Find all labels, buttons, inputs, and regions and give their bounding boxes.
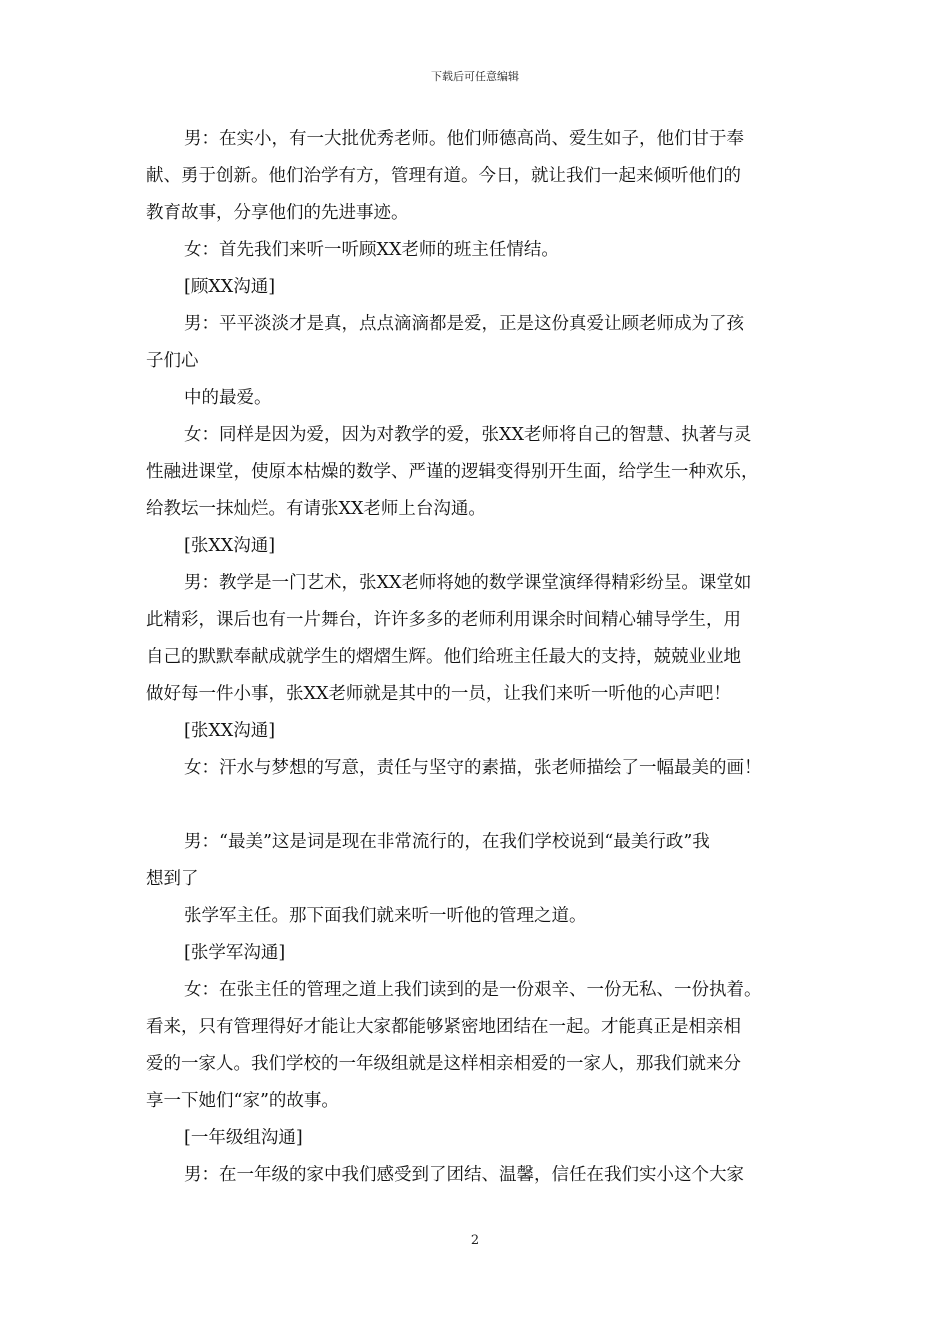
paragraph-line: 享一下她们“家”的故事。 xyxy=(146,1091,339,1111)
paragraph-line: 给教坛一抹灿烂。有请张XX老师上台沟通。 xyxy=(146,499,486,519)
paragraph-line: 中的最爱。 xyxy=(184,388,272,408)
paragraph-line: 做好每一件小事，张XX老师就是其中的一员，让我们来听一听他的心声吧！ xyxy=(146,684,731,704)
paragraph-line: 男：教学是一门艺术，张XX老师将她的数学课堂演绎得精彩纷呈。课堂如 xyxy=(184,573,752,593)
paragraph-line: 男：在实小，有一大批优秀老师。他们师德高尚、爱生如子，他们甘于奉 xyxy=(184,129,744,149)
paragraph-line: 男：在一年级的家中我们感受到了团结、温馨，信任在我们实小这个大家 xyxy=(184,1165,744,1185)
paragraph-line: 女：首先我们来听一听顾XX老师的班主任情结。 xyxy=(184,240,559,260)
paragraph-line: 自己的默默奉献成就学生的熠熠生辉。他们给班主任最大的支持，兢兢业业地 xyxy=(146,647,741,667)
paragraph-line: 女：同样是因为爱，因为对教学的爱，张XX老师将自己的智慧、执著与灵 xyxy=(184,425,752,445)
blank-line xyxy=(146,787,806,824)
paragraph-line: 男：平平淡淡才是真，点点滴滴都是爱，正是这份真爱让顾老师成为了孩 xyxy=(184,314,744,334)
paragraph-line: 想到了 xyxy=(146,869,199,889)
page-header: 下载后可任意编辑 xyxy=(431,70,519,83)
paragraph-line: 女：在张主任的管理之道上我们读到的是一份艰辛、一份无私、一份执着。 xyxy=(184,980,762,1000)
page-number: 2 xyxy=(470,1233,480,1248)
stage-direction: [顾XX沟通] xyxy=(184,277,276,297)
paragraph-line: 子们心 xyxy=(146,351,199,371)
stage-direction: [张XX沟通] xyxy=(184,536,276,556)
paragraph-line: 看来，只有管理得好才能让大家都能够紧密地团结在一起。才能真正是相亲相 xyxy=(146,1017,741,1037)
paragraph-line: 献、勇于创新。他们治学有方，管理有道。今日，就让我们一起来倾听他们的 xyxy=(146,166,741,186)
paragraph-line: 张学军主任。那下面我们就来听一听他的管理之道。 xyxy=(184,906,587,926)
paragraph-line: 教育故事，分享他们的先进事迹。 xyxy=(146,203,409,223)
paragraph-line: 女：汗水与梦想的写意，责任与坚守的素描，张老师描绘了一幅最美的画！ xyxy=(184,758,762,778)
paragraph-line: 性融进课堂，使原本枯燥的数学、严谨的逻辑变得别开生面，给学生一种欢乐， xyxy=(146,462,759,482)
document-body xyxy=(146,121,806,1194)
paragraph-line: 此精彩，课后也有一片舞台，许许多多的老师利用课余时间精心辅导学生，用 xyxy=(146,610,741,630)
stage-direction: [一年级组沟通] xyxy=(184,1128,303,1148)
stage-direction: [张学军沟通] xyxy=(184,943,286,963)
paragraph-line: 爱的一家人。我们学校的一年级组就是这样相亲相爱的一家人，那我们就来分 xyxy=(146,1054,741,1074)
stage-direction: [张XX沟通] xyxy=(184,721,276,741)
paragraph-line: 男：“最美”这是词是现在非常流行的，在我们学校说到“最美行政”我 xyxy=(184,832,710,852)
